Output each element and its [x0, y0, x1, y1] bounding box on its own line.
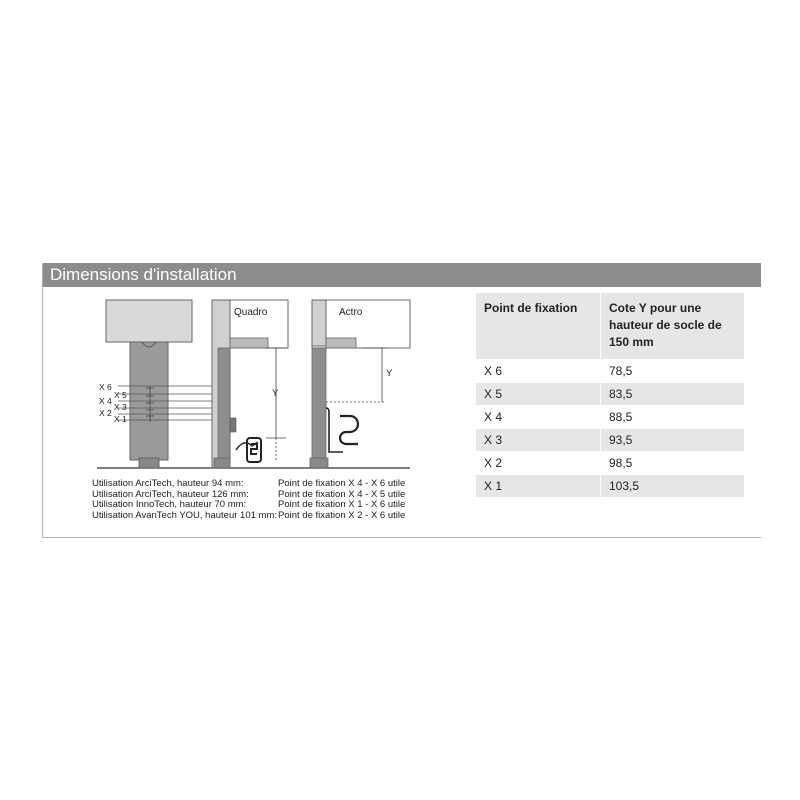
table-row	[476, 360, 744, 383]
cell-cote-y: 93,5	[600, 429, 744, 452]
label-quadro: Quadro	[234, 307, 268, 318]
cell-point: X 5	[476, 383, 600, 406]
label-actro: Actro	[339, 307, 363, 318]
cell-point: X 2	[476, 452, 600, 475]
dimensions-table	[476, 293, 744, 497]
label-x3: X 3	[114, 402, 127, 412]
table-row	[476, 406, 744, 429]
legend-fixation: Point de fixation X 1 - X 6 utile	[278, 499, 406, 510]
table-row	[476, 383, 744, 406]
actro-clip-icon	[340, 416, 358, 444]
quadro-clip-icon	[247, 438, 261, 462]
dimension-y-actro: Y	[386, 368, 393, 379]
legend-use: Utilisation InnoTech, hauteur 70 mm:	[92, 499, 247, 510]
legend-row	[92, 479, 422, 490]
cell-cote-y: 103,5	[600, 475, 744, 498]
table-row	[476, 452, 744, 475]
dimension-y-quadro: Y	[272, 388, 279, 399]
legend-use: Utilisation ArciTech, hauteur 126 mm:	[92, 488, 249, 500]
label-x1: X 1	[114, 414, 127, 424]
cell-point: X 1	[476, 475, 600, 498]
cell-point: X 6	[476, 360, 600, 383]
legend-fixation: Point de fixation X 2 - X 6 utile	[278, 509, 406, 521]
cell-cote-y: 78,5	[600, 360, 744, 383]
legend-fixation: Point de fixation X 4 - X 5 utile	[278, 488, 406, 500]
label-x6: X 6	[99, 382, 112, 392]
legend-row	[92, 511, 422, 522]
cell-cote-y: 88,5	[600, 406, 744, 429]
cell-point: X 4	[476, 406, 600, 429]
cabinet-left	[106, 300, 192, 342]
usage-legend	[92, 479, 422, 521]
cell-cote-y: 83,5	[600, 383, 744, 406]
label-x5: X 5	[114, 390, 127, 400]
table-header-row	[476, 293, 744, 360]
legend-fixation: Point de fixation X 4 - X 6 utile	[278, 478, 406, 489]
label-x2: X 2	[99, 408, 112, 418]
table-row	[476, 429, 744, 452]
legend-row	[92, 500, 422, 511]
section-header: Dimensions d'installation	[43, 263, 761, 287]
header-point-de-fixation: Point de fixation	[476, 293, 600, 360]
header-cote-y: Cote Y pour une hauteur de socle de 150 mm	[600, 293, 744, 360]
legend-use: Utilisation ArciTech, hauteur 94 mm:	[92, 478, 244, 489]
label-x4: X 4	[99, 396, 112, 406]
legend-use: Utilisation AvanTech YOU, hauteur 101 mm:	[92, 509, 277, 521]
cell-point: X 3	[476, 429, 600, 452]
fixation-point-labels	[99, 382, 127, 424]
table-row	[476, 475, 744, 498]
cell-cote-y: 98,5	[600, 452, 744, 475]
